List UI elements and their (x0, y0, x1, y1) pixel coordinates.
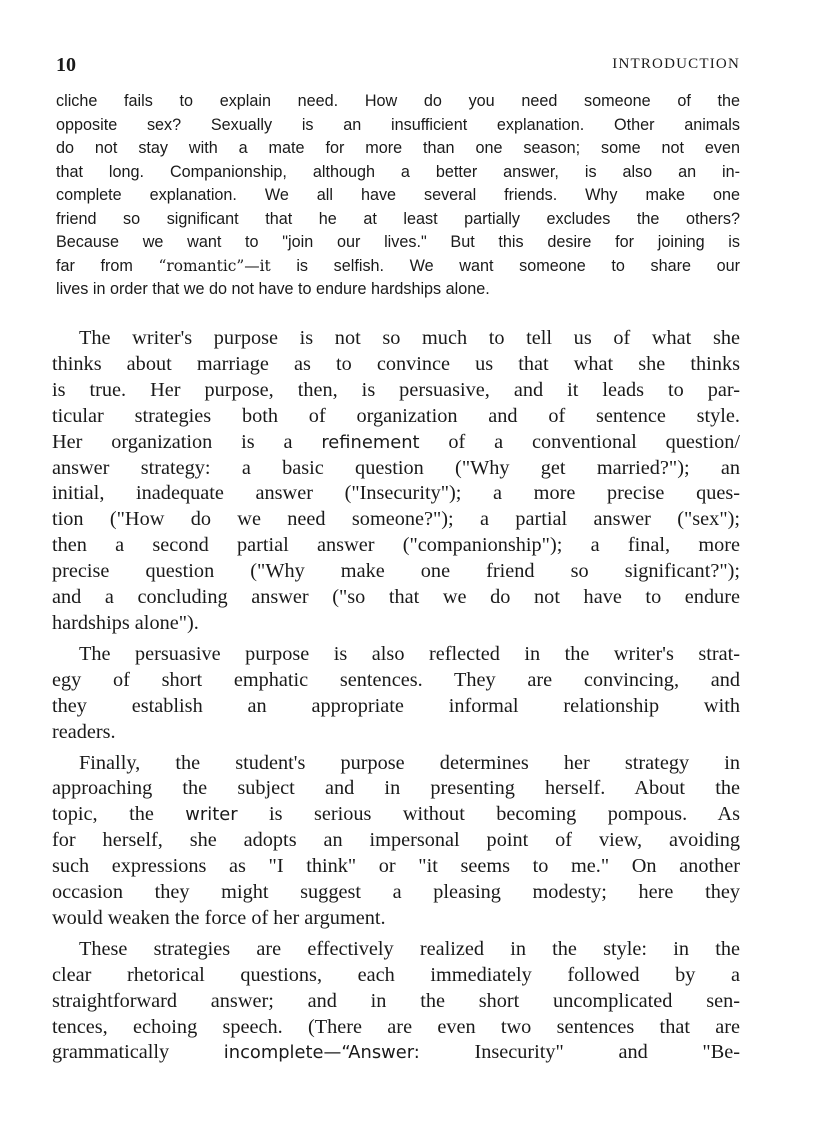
romantic-word: “romantic”—it (158, 256, 271, 275)
text-segment: Insecurity" and "Be- (419, 1041, 740, 1064)
text-line: they establish an appropriate informal relationship with (52, 694, 740, 717)
text-line (52, 802, 740, 828)
text-line: egy of short emphatic sentences. They are convincing, and (52, 668, 740, 691)
text-line: These strategies are effectively realized in the style: in the (79, 937, 740, 960)
text-line: readers. (52, 720, 116, 743)
incomplete-word: incomplete—“Answer: (223, 1042, 420, 1064)
text-segment: Her organization is a (52, 430, 322, 453)
text-line: approaching the subject and in presenting herself. About the (52, 777, 740, 800)
text-segment: grammatically (52, 1041, 224, 1064)
text-line: thinks about marriage as to convince us that what she thinks (52, 352, 740, 375)
paragraph (52, 326, 740, 637)
running-head: INTRODUCTION (612, 56, 740, 72)
excerpt-line: opposite sex? Sexually is an insufficient explanation. Other animals (56, 115, 740, 134)
text-line: then a second partial answer ("companionship"); a final, more (52, 534, 740, 557)
commentary (52, 326, 740, 1071)
excerpt-line: cliche fails to explain need. How do you need someone of the (56, 92, 740, 110)
excerpt-line: friend so significant that he at least partially excludes the others? (56, 209, 740, 228)
text-line (52, 1040, 740, 1066)
text-line: occasion they might suggest a pleasing modesty; here they (52, 881, 740, 904)
student-excerpt (56, 90, 740, 302)
text-line: and a concluding answer ("so that we do not have to endure (52, 586, 740, 609)
text-line: straightforward answer; and in the short uncomplicated sen- (52, 989, 740, 1012)
text-line: Finally, the student's purpose determines her strategy in (79, 751, 740, 774)
paragraph (52, 642, 740, 746)
text-line: hardships alone"). (52, 611, 199, 634)
text-line: such expressions as "I think" or "it seems to me." On another (52, 855, 740, 878)
text-line: The persuasive purpose is also reflected in the writer's strat- (79, 642, 740, 665)
excerpt-line: do not stay with a mate for more than one season; some not even (56, 139, 740, 157)
text-segment: of a conventional question/ (419, 430, 740, 453)
excerpt-line: complete explanation. We all have several friends. Why make one (56, 186, 740, 204)
writer-word: writer (185, 804, 238, 826)
text-line: for herself, she adopts an impersonal point of view, avoiding (52, 829, 740, 852)
excerpt-line (56, 255, 740, 279)
refinement-word: refinement (321, 431, 420, 453)
text-line: The writer's purpose is not so much to tell us of what she (79, 327, 740, 349)
text-line: clear rhetorical questions, each immediately followed by a (52, 963, 740, 986)
excerpt-line: Because we want to "join our lives." But this desire for joining is (56, 233, 740, 251)
text-line: would weaken the force of her argument. (52, 906, 386, 929)
text-line: answer strategy: a basic question ("Why get married?"); an (52, 456, 740, 479)
page-header (56, 54, 740, 78)
text-line: tion ("How do we need someone?"); a partial answer ("sex"); (52, 508, 740, 531)
text-line: tences, echoing speech. (There are even two sentences that are (52, 1015, 740, 1038)
excerpt-text: is selfish. We want someone to share our (270, 256, 741, 275)
text-line: is true. Her purpose, then, is persuasive, and it leads to par- (52, 378, 740, 401)
paragraph (52, 751, 740, 932)
paragraph (52, 937, 740, 1067)
text-segment: topic, the (52, 803, 186, 826)
excerpt-line: lives in order that we do not have to endure hardships alone. (56, 280, 490, 298)
text-segment: is serious without becoming pompous. As (237, 803, 741, 826)
text-line: initial, inadequate answer ("Insecurity"); a more precise ques- (52, 482, 740, 505)
text-line: ticular strategies both of organization and of sentence style. (52, 404, 740, 427)
text-line (52, 430, 740, 456)
excerpt-text: far from (56, 256, 159, 275)
excerpt-line: that long. Companionship, although a better answer, is also an in- (56, 162, 740, 181)
text-line: precise question ("Why make one friend so significant?"); (52, 560, 740, 583)
page-number: 10 (56, 54, 76, 76)
